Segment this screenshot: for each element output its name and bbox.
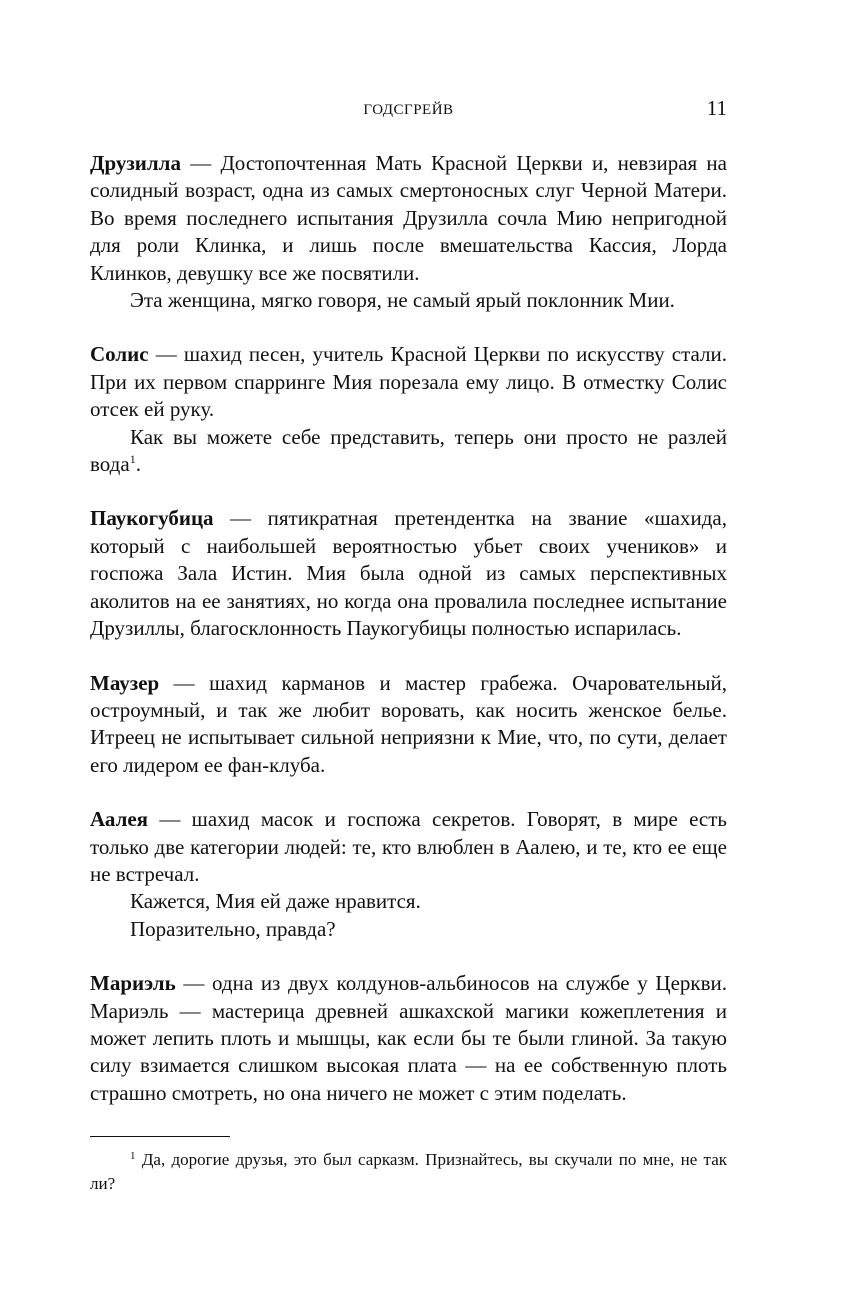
entry-paragraph [90,806,727,888]
entry-paragraph: Эта женщина, мягко говоря, не самый ярый поклонник Мии. [130,288,675,313]
character-name: Солис [90,342,149,367]
entry-text: — Достопочтенная Мать Красной Церкви и, невзирая на солидный возраст, одна из самых смертоносных слуг Черной Матери. Во время последнего испытания Друзилла сочла Мию непригодной для роли Клинка, и лишь после вмешательства Кассия, Лорда Клинков, девушку все же посвятили. [90,151,727,285]
sentence-period: . [135,452,141,477]
footnote-text: Да, дорогие друзья, это был сарказм. Признайтесь, вы скучали по мне, не так ли? [90,1150,728,1193]
running-head-title: ГОДСГРЕЙВ [363,102,454,118]
entry-aalea [90,806,727,943]
entry-paragraph [90,505,727,642]
footnote [90,1148,727,1196]
entry-paragraph [90,670,727,780]
entry-text: — шахид карманов и мастер грабежа. Очаровательный, остроумный, и так же любит воровать, как носить женское белье. Итреец не испытывает сильной неприязни к Мие, что, по сути, делает его лидером ее фан-клуба. [90,670,727,777]
entry-paragraph [90,150,727,287]
character-name: Мариэль [90,971,176,996]
entry-text: — шахид песен, учитель Красной Церкви по искусству стали. При их первом спарринге Мия порезала ему лицо. В отместку Солис отсек ей руку. [90,342,727,422]
entry-paragraph: Поразительно, правда? [130,916,336,941]
footnote-reference[interactable]: 1 [129,452,136,467]
entry-paragraph: Кажется, Мия ей даже нравится. [130,889,421,914]
entry-spiderkiller [90,505,727,642]
entry-paragraph [90,970,727,1107]
entry-paragraph [90,424,727,479]
entry-drusilla [90,150,727,314]
entry-solis [90,341,727,478]
page-body [90,150,727,1134]
character-name: Аалея [90,807,149,832]
character-name: Друзилла [90,151,181,175]
entry-paragraph [90,341,727,423]
entry-text: — пятикратная претендентка на звание «шахида, который с наибольшей вероятностью убьет своих учеников» и госпожа Зала Истин. Мия была одной из самых перспективных аколитов на ее занятиях, но когда она провалила последнее испытание Друзиллы, благосклонность Паукогубицы полностью испарилась. [90,506,727,641]
footnote-marker: 1 [130,1150,136,1162]
character-name: Маузер [90,670,160,695]
character-name: Паукогубица [90,506,214,531]
footnote-separator [90,1136,230,1137]
entry-text: — шахид масок и госпожа секретов. Говорят, в мире есть только две категории людей: те, кто влюблен в Аалею, и те, кто ее еще не встречал. [90,807,727,886]
entry-text: — одна из двух колдунов-альбиносов на службе у Церкви. Мариэль — мастерица древней ашкахской магики кожеплетения и может лепить плоть и мышцы, как если бы те были глиной. За такую силу взимается слишком высокая плата — на ее собственную плоть страшно смотреть, но она ничего не может с этим поделать. [90,971,727,1105]
entry-mouser [90,670,727,780]
running-head [90,96,727,126]
entry-text: Как вы можете себе представить, теперь они просто не разлей вода [90,424,727,477]
page-number: 11 [706,96,727,120]
entry-marielle [90,970,727,1107]
